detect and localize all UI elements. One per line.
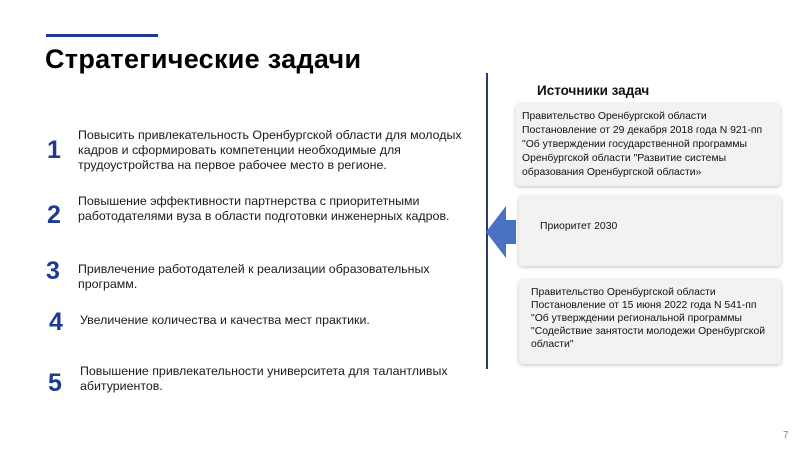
page-title: Стратегические задачи bbox=[45, 44, 362, 74]
source-line: Правительство Оренбургской области bbox=[522, 111, 707, 122]
source-line: области" bbox=[531, 339, 574, 350]
task-text-line: трудоустройства на первое рабочее место в регионе. bbox=[78, 158, 387, 172]
source-card-3 bbox=[519, 280, 781, 364]
source-line: Постановление от 29 декабря 2018 года N 921-пп bbox=[522, 125, 763, 136]
source-line: "Об утверждении региональной программы bbox=[531, 313, 742, 324]
task-text-line: Повышение привлекательности университета для талантливых bbox=[80, 364, 448, 378]
source-line: Постановление от 15 июня 2022 года N 541-пп bbox=[531, 300, 757, 311]
task-number: 2 bbox=[47, 201, 61, 229]
sources-heading: Источники задач bbox=[537, 83, 650, 98]
task-number: 1 bbox=[47, 136, 61, 164]
task-number: 3 bbox=[46, 257, 60, 285]
task-text-line: Повысить привлекательность Оренбургской области для молодых bbox=[78, 128, 462, 142]
task-text-line: программ. bbox=[78, 277, 138, 291]
task-text-line: Увеличение количества и качества мест практики. bbox=[80, 313, 370, 327]
source-line: образования Оренбургской области» bbox=[522, 167, 702, 178]
task-text-line: работодателями вуза в области подготовки инженерных кадров. bbox=[78, 209, 450, 223]
source-card-2 bbox=[519, 196, 781, 266]
task-text-line: кадров и сформировать компетенции необходимые для bbox=[78, 143, 401, 157]
task-text-line: Привлечение работодателей к реализации образовательных bbox=[78, 262, 430, 276]
page-number: 7 bbox=[783, 430, 789, 441]
source-line: "Об утверждении государственной программы bbox=[522, 139, 747, 150]
task-text-line: Повышение эффективности партнерства с приоритетными bbox=[78, 194, 420, 208]
task-number: 5 bbox=[48, 369, 62, 397]
title-accent-rule bbox=[46, 34, 158, 37]
task-text-line: абитуриентов. bbox=[80, 379, 163, 393]
task-number: 4 bbox=[49, 308, 63, 336]
source-card-1 bbox=[516, 104, 780, 186]
source-line: "Содействие занятости молодежи Оренбургской bbox=[531, 326, 766, 337]
source-line: Оренбургской области "Развитие системы bbox=[522, 153, 727, 164]
arrow-left-icon bbox=[486, 202, 516, 262]
source-line: Приоритет 2030 bbox=[540, 221, 618, 232]
source-line: Правительство Оренбургской области bbox=[531, 287, 716, 298]
